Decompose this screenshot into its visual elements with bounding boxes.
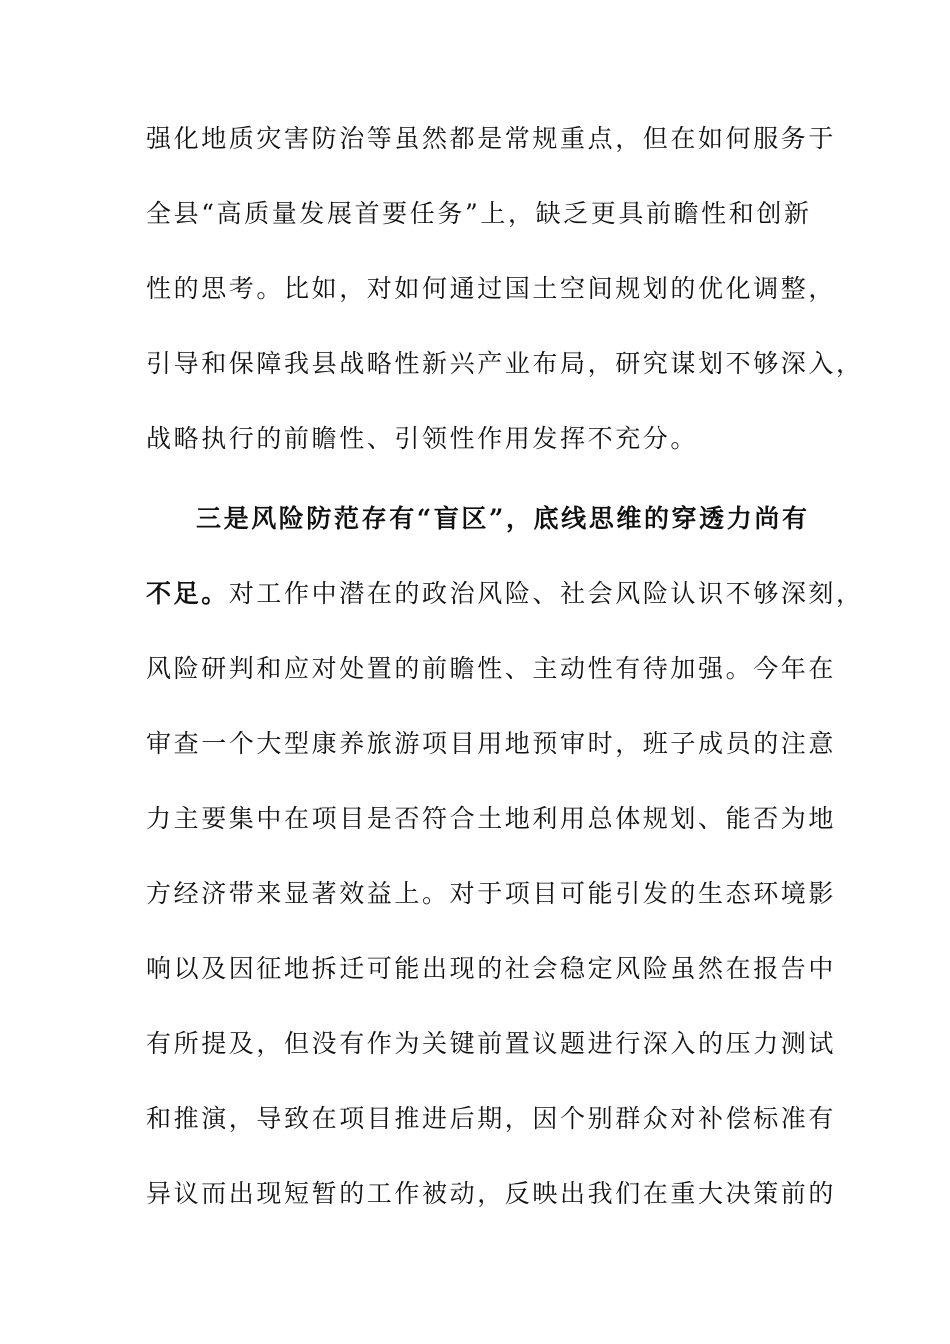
text-line: 异议而出现短暂的工作被动，反映出我们在重大决策前的 — [146, 1179, 837, 1208]
text-line: 和推演，导致在项目推进后期，因个别群众对补偿标准有 — [146, 1104, 837, 1133]
text-line-with-bold-prefix — [146, 574, 864, 614]
text-line: 方经济带来显著效益上。对于项目可能引发的生态环境影 — [146, 879, 837, 908]
text-line: 引导和保障我县战略性新兴产业布局，研究谋划不够深入， — [146, 349, 864, 378]
text-line-rest: 对工作中潜在的政治风险、社会风险认识不够深刻， — [228, 579, 864, 608]
heading-continuation: 不足。 — [146, 579, 229, 608]
text-line: 强化地质灾害防治等虽然都是常规重点，但在如何服务于 — [146, 124, 837, 153]
text-line: 全县“高质量发展首要任务”上，缺乏更具前瞻性和创新 — [146, 199, 812, 228]
text-line: 性的思考。比如，对如何通过国土空间规划的优化调整， — [146, 274, 837, 303]
text-line: 审查一个大型康养旅游项目用地预审时，班子成员的注意 — [146, 729, 837, 758]
text-line: 响以及因征地拆迁可能出现的社会稳定风险虽然在报告中 — [146, 954, 837, 983]
text-line: 力主要集中在项目是否符合土地利用总体规划、能否为地 — [146, 804, 837, 833]
text-line: 有所提及，但没有作为关键前置议题进行深入的压力测试 — [146, 1029, 837, 1058]
text-line: 风险研判和应对处置的前瞻性、主动性有待加强。今年在 — [146, 654, 837, 683]
section-heading: 三是风险防范存有“盲区”，底线思维的穿透力尚有 — [196, 504, 810, 533]
text-line: 战略执行的前瞻性、引领性作用发挥不充分。 — [146, 424, 699, 453]
